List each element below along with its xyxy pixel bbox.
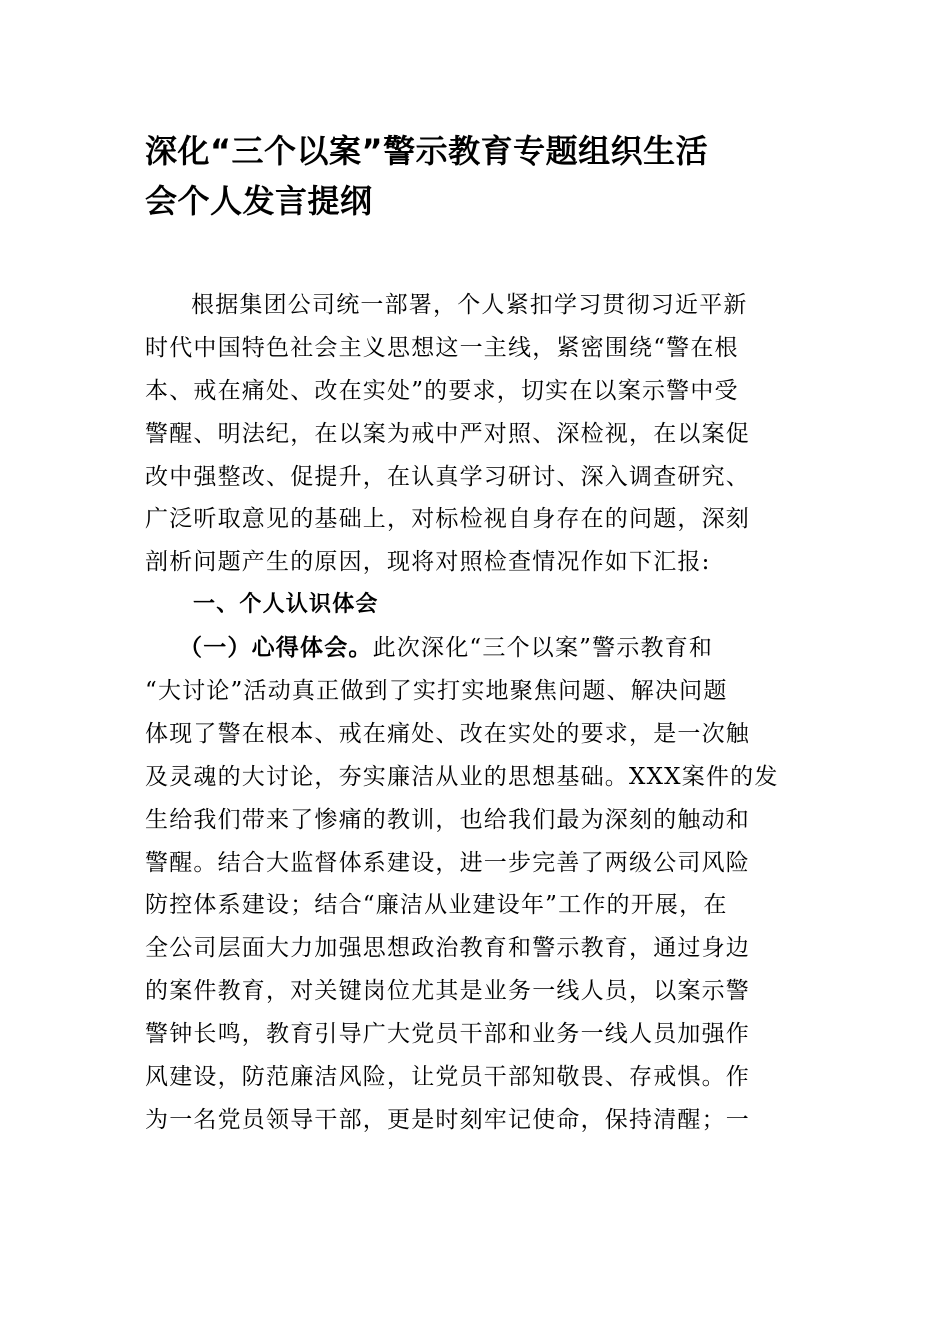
paragraph-line: 根据集团公司统一部署，个人紧扣学习贯彻习近平新	[191, 292, 748, 318]
paragraph-line: 全公司层面大力加强思想政治教育和警示教育，通过身边	[145, 935, 750, 962]
document-body	[145, 284, 815, 1142]
document-title	[145, 126, 825, 226]
paragraph-line: 警醒。结合大监督体系建设，进一步完善了两级公司风险	[145, 849, 750, 876]
title-line-1: 深化“三个以案”警示教育专题组织生活	[145, 132, 709, 170]
paragraph-line: 警醒、明法纪，在以案为戒中严对照、深检视，在以案促	[145, 420, 750, 447]
paragraph-line: 防控体系建设；结合“廉洁从业建设年”工作的开展，在	[145, 892, 728, 919]
paragraph-line: 广泛听取意见的基础上，对标检视自身存在的问题，深刻	[145, 506, 750, 533]
subsection-lead: （一）心得体会。	[179, 635, 373, 662]
paragraph-line: 本、戒在痛处、改在实处”的要求，切实在以案示警中受	[145, 377, 739, 404]
paragraph-line: 时代中国特色社会主义思想这一主线，紧密围绕“警在根	[145, 334, 739, 361]
paragraph-line: 警钟长鸣，教育引导广大党员干部和业务一线人员加强作	[145, 1021, 750, 1048]
paragraph-line: 改中强整改、促提升，在认真学习研讨、深入调查研究、	[145, 463, 750, 490]
paragraph-line	[145, 627, 815, 670]
subsection-first-rest: 此次深化“三个以案”警示教育和	[372, 635, 714, 662]
paragraph-line: 剖析问题产生的原因，现将对照检查情况作如下汇报:	[145, 549, 711, 576]
title-line-2: 会个人发言提纲	[145, 182, 373, 220]
paragraph-line: 为一名党员领导干部，更是时刻牢记使命，保持清醒；一	[145, 1106, 750, 1133]
intro-paragraph	[145, 284, 815, 584]
paragraph-line: 及灵魂的大讨论，夯实廉洁从业的思想基础。XXX案件的发	[145, 763, 779, 790]
subsection-paragraph	[145, 627, 815, 1142]
paragraph-line: 的案件教育，对关键岗位尤其是业务一线人员，以案示警	[145, 978, 750, 1005]
paragraph-line: 生给我们带来了惨痛的教训，也给我们最为深刻的触动和	[145, 806, 750, 833]
paragraph-line: 风建设，防范廉洁风险，让党员干部知敬畏、存戒惧。作	[145, 1064, 750, 1091]
paragraph-line: “大讨论”活动真正做到了实打实地聚焦问题、解决问题	[145, 678, 728, 705]
section-heading: 一、个人认识体会	[193, 592, 379, 618]
paragraph-line: 体现了警在根本、戒在痛处、改在实处的要求，是一次触	[145, 720, 750, 747]
